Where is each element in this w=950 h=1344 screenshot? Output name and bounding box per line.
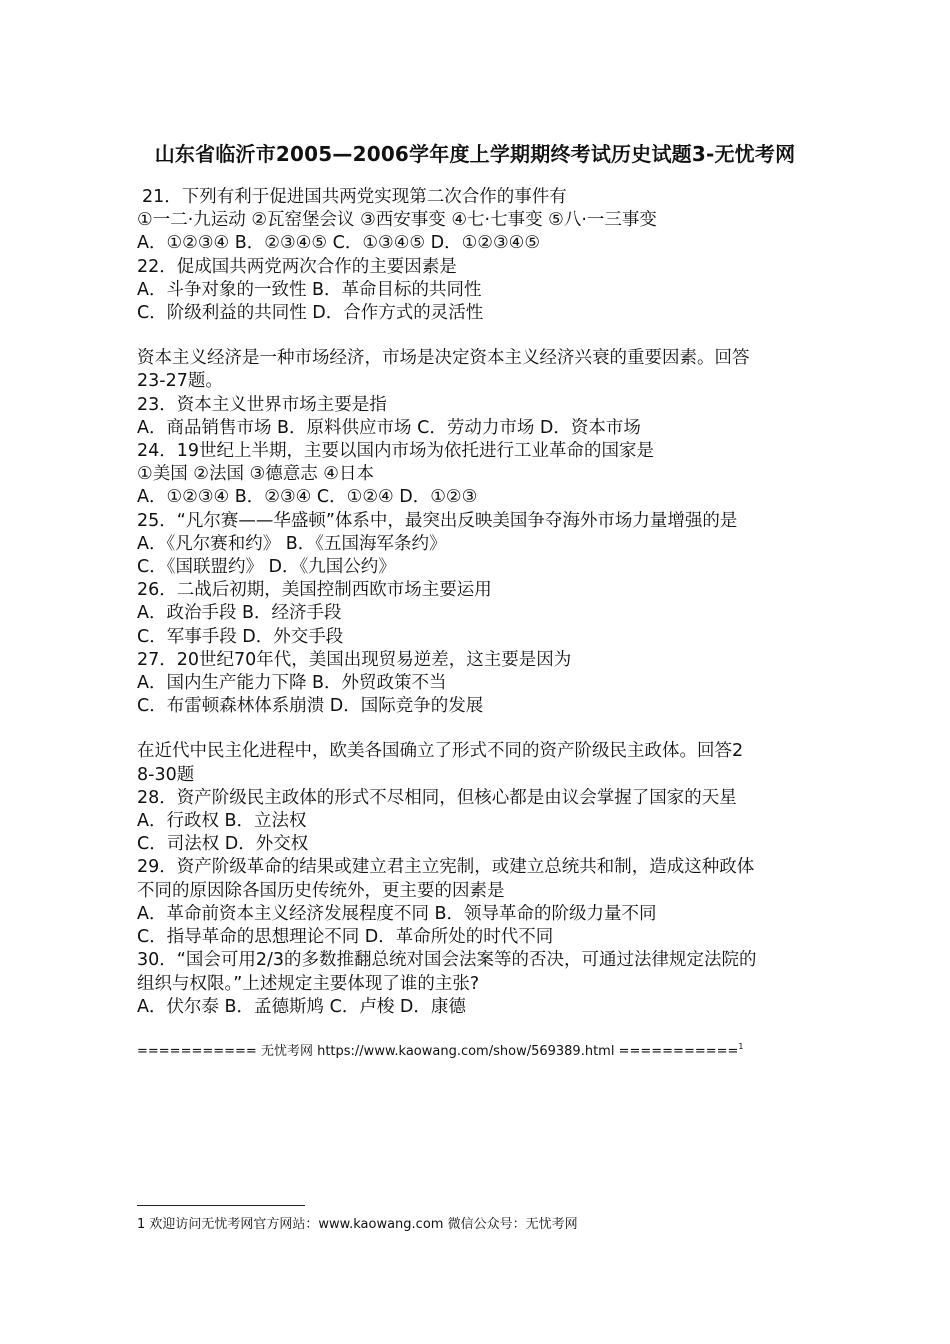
passage-2-line-1: 在近代中民主化进程中，欧美各国确立了形式不同的资产阶级民主政体。回答2 <box>137 741 744 762</box>
spacer <box>137 325 827 347</box>
question-21-options: A．①②③④ B．②③④⑤ C．①③④⑤ D．①②③④⑤ <box>137 233 541 254</box>
question-24-options: A．①②③④ B．②③④ C．①②④ D．①②③ <box>137 487 478 508</box>
footnote-text: 1 欢迎访问无忧考网官方网站：www.kaowang.com 微信公众号：无忧考网 <box>137 1217 578 1232</box>
question-30-stem-line-1: 30．“国会可用2/3的多数推翻总统对国会法案等的否决，可通过法律规定法院的 <box>137 950 757 971</box>
question-24-items: ①美国 ②法国 ③德意志 ④日本 <box>137 464 374 485</box>
footnote-separator <box>137 1205 305 1206</box>
question-26-options-ab: A．政治手段 B．经济手段 <box>137 603 342 624</box>
footnote-reference: 1 <box>738 1042 744 1051</box>
question-23-options: A．商品销售市场 B．原料供应市场 C．劳动力市场 D．资本市场 <box>137 417 641 438</box>
document-title: 山东省临沂市2005—2006学年度上学期期终考试历史试题3-无忧考网 <box>154 142 796 166</box>
source-link-line <box>137 1040 744 1059</box>
question-22-options-cd: C．阶级利益的共同性 D．合作方式的灵活性 <box>137 303 484 324</box>
passage-2-line-2: 8-30题 <box>137 764 195 785</box>
question-27-options-cd: C．布雷顿森林体系崩溃 D．国际竞争的发展 <box>137 696 484 717</box>
question-26-stem: 26．二战后初期，美国控制西欧市场主要运用 <box>137 580 492 601</box>
question-28-stem: 28．资产阶级民主政体的形式不尽相同，但核心都是由议会掌握了国家的天星 <box>137 787 737 808</box>
question-21-items: ①一二·九运动 ②瓦窑堡会议 ③西安事变 ④七·七事变 ⑤八·一三事变 <box>137 210 657 231</box>
question-30-stem-line-2: 组织与权限。”上述规定主要体现了谁的主张? <box>137 973 480 994</box>
question-27-options-ab: A．国内生产能力下降 B．外贸政策不当 <box>137 673 447 694</box>
question-29-options-cd: C．指导革命的思想理论不同 D．革命所处的时代不同 <box>137 927 554 948</box>
question-29-stem-line-1: 29．资产阶级革命的结果或建立君主立宪制，或建立总统共和制，造成这种政体 <box>137 857 755 878</box>
question-21-stem: 21．下列有利于促进国共两党实现第二次合作的事件有 <box>142 187 567 207</box>
question-25-options-ab: A．《凡尔赛和约》 B．《五国海军条约》 <box>137 533 447 554</box>
question-29-stem-line-2: 不同的原因除各国历史传统外，更主要的因素是 <box>137 880 505 901</box>
question-28-options-cd: C．司法权 D．外交权 <box>137 834 309 855</box>
question-22-options-ab: A．斗争对象的一致性 B．革命目标的共同性 <box>137 279 482 300</box>
question-26-options-cd: C．军事手段 D．外交手段 <box>137 626 344 647</box>
passage-1-line-1: 资本主义经济是一种市场经济，市场是决定资本主义经济兴衰的重要因素。回答 <box>137 348 750 369</box>
question-30-options: A．伏尔泰 B．孟德斯鸠 C．卢梭 D．康德 <box>137 996 466 1017</box>
question-23-stem: 23．资本主义世界市场主要是指 <box>137 394 387 415</box>
question-body <box>137 186 827 1019</box>
question-28-options-ab: A．行政权 B．立法权 <box>137 811 307 832</box>
passage-1-line-2: 23-27题。 <box>137 371 223 392</box>
question-22-stem: 22．促成国共两党两次合作的主要因素是 <box>137 256 457 277</box>
question-27-stem: 27．20世纪70年代，美国出现贸易逆差，这主要是因为 <box>137 649 572 670</box>
question-29-options-ab: A．革命前资本主义经济发展程度不同 B．领导革命的阶级力量不同 <box>137 903 657 924</box>
question-24-stem: 24．19世纪上半期，主要以国内市场为依托进行工业革命的国家是 <box>137 441 655 462</box>
question-25-options-cd: C．《国联盟约》 D．《九国公约》 <box>137 557 396 578</box>
question-25-stem: 25．“凡尔赛——华盛顿”体系中，最突出反映美国争夺海外市场力量增强的是 <box>137 510 738 531</box>
source-link-text[interactable]: =========== 无忧考网 https://www.kaowang.com/show/569389.html =========== <box>137 1044 739 1059</box>
spacer <box>137 718 827 740</box>
